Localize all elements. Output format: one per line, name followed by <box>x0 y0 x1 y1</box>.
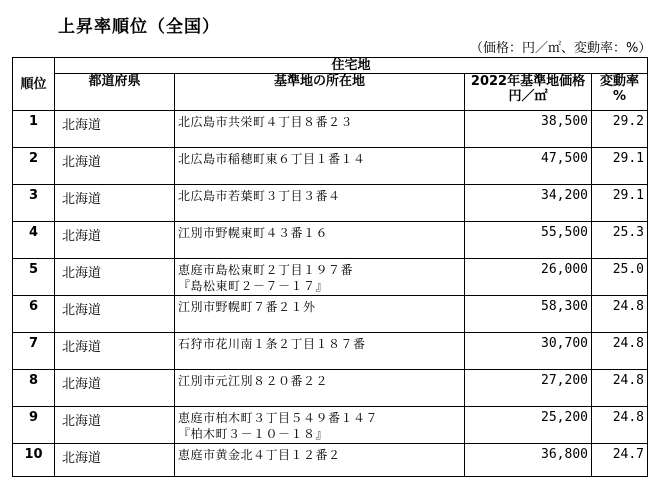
unit-note: （価格：円／㎡、変動率：%） <box>470 41 652 56</box>
prefecture-cell: 北海道 <box>55 407 175 444</box>
address-text: 恵庭市柏木町３丁目５４９番１４７ <box>178 411 379 425</box>
rate-header <box>592 74 648 111</box>
table-row <box>13 111 648 148</box>
price-header <box>465 74 592 111</box>
rate-cell: 24.8 <box>592 370 648 407</box>
rate-cell: 24.8 <box>592 407 648 444</box>
rank-cell: 8 <box>13 370 55 407</box>
rate-cell: 25.0 <box>592 259 648 296</box>
address-text: 北広島市若葉町３丁目３番４ <box>178 189 341 203</box>
table-row <box>13 333 648 370</box>
address-cell <box>175 148 465 185</box>
rate-header-line1: 変動率 <box>600 74 640 89</box>
residential-header: 住宅地 <box>55 58 648 74</box>
address-text: 江別市野幌町７番２１外 <box>178 300 316 314</box>
address-cell <box>175 111 465 148</box>
address-cell <box>175 370 465 407</box>
price-cell: 47,500 <box>465 148 592 185</box>
rank-cell: 3 <box>13 185 55 222</box>
address-text: 恵庭市島松東町２丁目１９７番 <box>178 263 354 277</box>
address-alias: 『柏木町３－１０－１８』 <box>178 427 329 441</box>
price-cell: 25,200 <box>465 407 592 444</box>
rank-cell: 9 <box>13 407 55 444</box>
address-cell <box>175 407 465 444</box>
rate-header-line2: % <box>612 89 627 104</box>
rate-cell: 29.1 <box>592 148 648 185</box>
table-row <box>13 259 648 296</box>
ranking-table <box>12 57 648 477</box>
price-cell: 26,000 <box>465 259 592 296</box>
address-text: 石狩市花川南１条２丁目１８７番 <box>178 337 366 351</box>
address-text: 恵庭市黄金北４丁目１２番２ <box>178 448 341 462</box>
prefecture-cell: 北海道 <box>55 333 175 370</box>
address-cell <box>175 222 465 259</box>
prefecture-cell: 北海道 <box>55 185 175 222</box>
address-cell <box>175 444 465 477</box>
table-row <box>13 370 648 407</box>
prefecture-cell: 北海道 <box>55 111 175 148</box>
address-text: 北広島市共栄町４丁目８番２３ <box>178 115 354 129</box>
price-cell: 38,500 <box>465 111 592 148</box>
table-row <box>13 222 648 259</box>
prefecture-cell: 北海道 <box>55 370 175 407</box>
price-cell: 27,200 <box>465 370 592 407</box>
price-cell: 30,700 <box>465 333 592 370</box>
address-text: 江別市元江別８２０番２２ <box>178 374 329 388</box>
address-text: 北広島市稲穂町東６丁目１番１４ <box>178 152 366 166</box>
price-header-line2: 円／㎡ <box>508 89 548 104</box>
price-cell: 36,800 <box>465 444 592 477</box>
price-cell: 55,500 <box>465 222 592 259</box>
rank-header: 順位 <box>13 58 55 111</box>
address-header: 基準地の所在地 <box>175 74 465 111</box>
prefecture-header: 都道府県 <box>55 74 175 111</box>
address-cell <box>175 296 465 333</box>
address-cell <box>175 333 465 370</box>
rank-cell: 6 <box>13 296 55 333</box>
rank-cell: 2 <box>13 148 55 185</box>
rate-cell: 25.3 <box>592 222 648 259</box>
address-alias: 『島松東町２－７－１７』 <box>178 279 329 293</box>
price-header-line1: 2022年基準地価格 <box>470 74 586 89</box>
rank-cell: 5 <box>13 259 55 296</box>
table-row <box>13 296 648 333</box>
table-row <box>13 407 648 444</box>
rank-cell: 1 <box>13 111 55 148</box>
address-cell <box>175 185 465 222</box>
rate-cell: 29.2 <box>592 111 648 148</box>
rate-cell: 24.7 <box>592 444 648 477</box>
rate-cell: 24.8 <box>592 296 648 333</box>
prefecture-cell: 北海道 <box>55 222 175 259</box>
prefecture-cell: 北海道 <box>55 296 175 333</box>
prefecture-cell: 北海道 <box>55 259 175 296</box>
price-cell: 58,300 <box>465 296 592 333</box>
table-row <box>13 148 648 185</box>
price-cell: 34,200 <box>465 185 592 222</box>
rank-cell: 4 <box>13 222 55 259</box>
rank-cell: 10 <box>13 444 55 477</box>
prefecture-cell: 北海道 <box>55 444 175 477</box>
page-title: 上昇率順位（全国） <box>58 17 220 37</box>
rate-cell: 24.8 <box>592 333 648 370</box>
address-text: 江別市野幌東町４３番１６ <box>178 226 329 240</box>
table-row <box>13 185 648 222</box>
table-row <box>13 444 648 477</box>
rank-cell: 7 <box>13 333 55 370</box>
prefecture-cell: 北海道 <box>55 148 175 185</box>
address-cell <box>175 259 465 296</box>
rate-cell: 29.1 <box>592 185 648 222</box>
